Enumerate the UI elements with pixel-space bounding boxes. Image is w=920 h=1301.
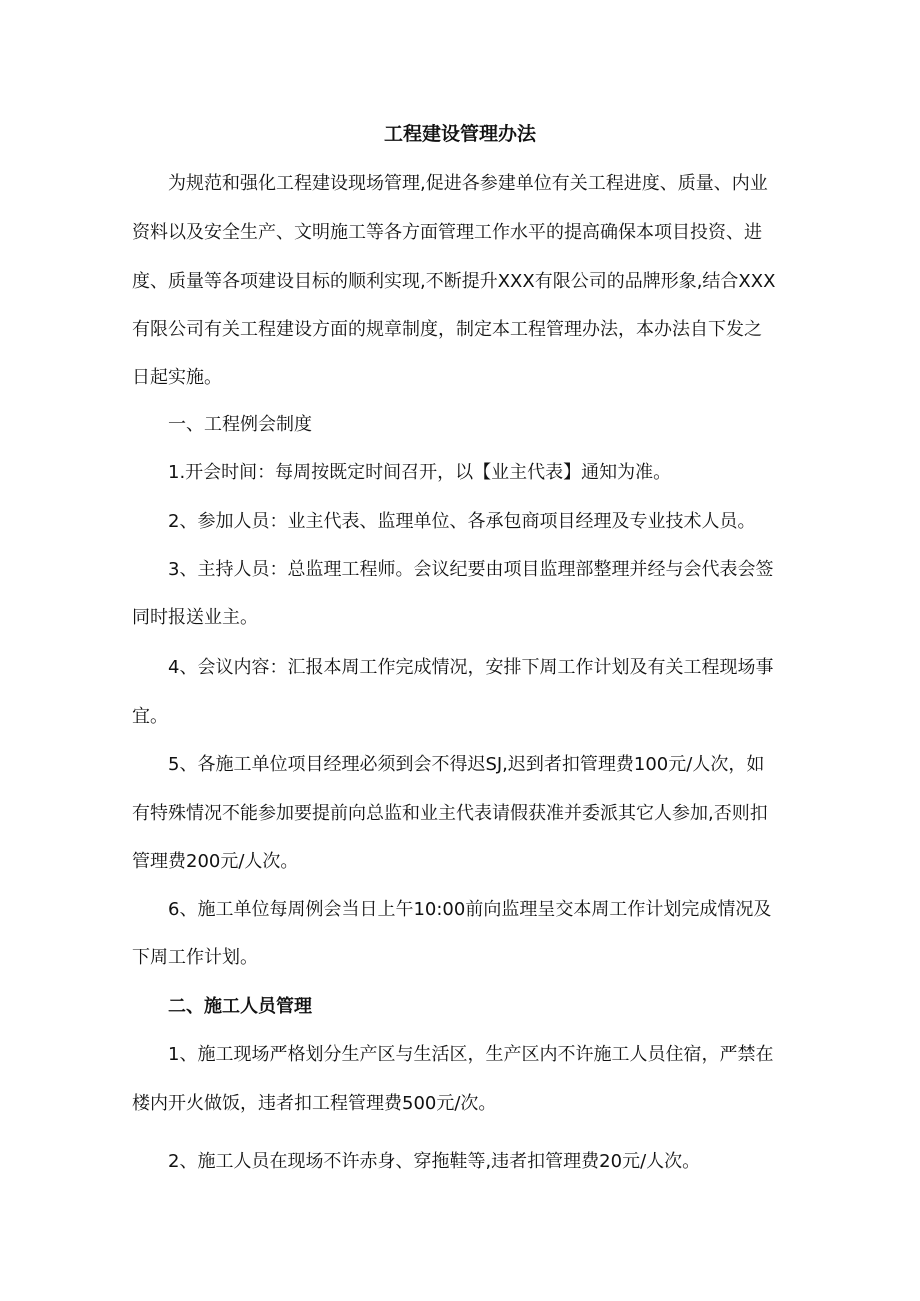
section-1-item-1: 1.开会时间：每周按既定时间召开，以【业主代表】通知为准。 [168, 462, 672, 483]
section-1-item-4-line-2: 宜。 [132, 706, 168, 727]
document-title: 工程建设管理办法 [383, 123, 536, 145]
intro-line-3: 度、质量等各项建设目标的顺利实现,不断提升XXX有限公司的品牌形象,结合XXX [132, 271, 776, 292]
intro-line-4: 有限公司有关工程建设方面的规章制度，制定本工程管理办法，本办法自下发之 [132, 319, 762, 340]
section-2-item-1-line-2: 楼内开火做饭，违者扣工程管理费500元/次。 [132, 1093, 497, 1114]
section-1-item-5-line-2: 有特殊情况不能参加要提前向总监和业主代表请假获准并委派其它人参加,否则扣 [132, 803, 768, 824]
section-1-item-4-line-1: 4、会议内容：汇报本周工作完成情况，安排下周工作计划及有关工程现场事 [168, 657, 774, 678]
intro-line-5: 日起实施。 [132, 367, 222, 388]
intro-line-1: 为规范和强化工程建设现场管理,促进各参建单位有关工程进度、质量、内业 [168, 173, 768, 194]
section-2-heading: 二、施工人员管理 [168, 996, 312, 1017]
intro-line-2: 资料以及安全生产、文明施工等各方面管理工作水平的提高确保本项目投资、进 [132, 222, 762, 243]
section-1-item-6-line-1: 6、施工单位每周例会当日上午10:00前向监理呈交本周工作计划完成情况及 [168, 899, 772, 920]
section-1-item-3-line-2: 同时报送业主。 [132, 607, 258, 628]
section-1-heading: 一、工程例会制度 [168, 414, 312, 435]
section-2-item-1-line-1: 1、施工现场严格划分生产区与生活区，生产区内不许施工人员住宿，严禁在 [168, 1044, 774, 1065]
section-1-item-5-line-3: 管理费200元/人次。 [132, 851, 299, 872]
section-1-item-6-line-2: 下周工作计划。 [132, 947, 258, 968]
section-1-item-3-line-1: 3、主持人员：总监理工程师。会议纪要由项目监理部整理并经与会代表会签 [168, 559, 774, 580]
section-1-item-5-line-1: 5、各施工单位项目经理必须到会不得迟SJ,迟到者扣管理费100元/人次，如 [168, 754, 765, 775]
section-2-item-2: 2、施工人员在现场不许赤身、穿拖鞋等,违者扣管理费20元/人次。 [168, 1151, 701, 1172]
section-1-item-2: 2、参加人员：业主代表、监理单位、各承包商项目经理及专业技术人员。 [168, 511, 756, 532]
